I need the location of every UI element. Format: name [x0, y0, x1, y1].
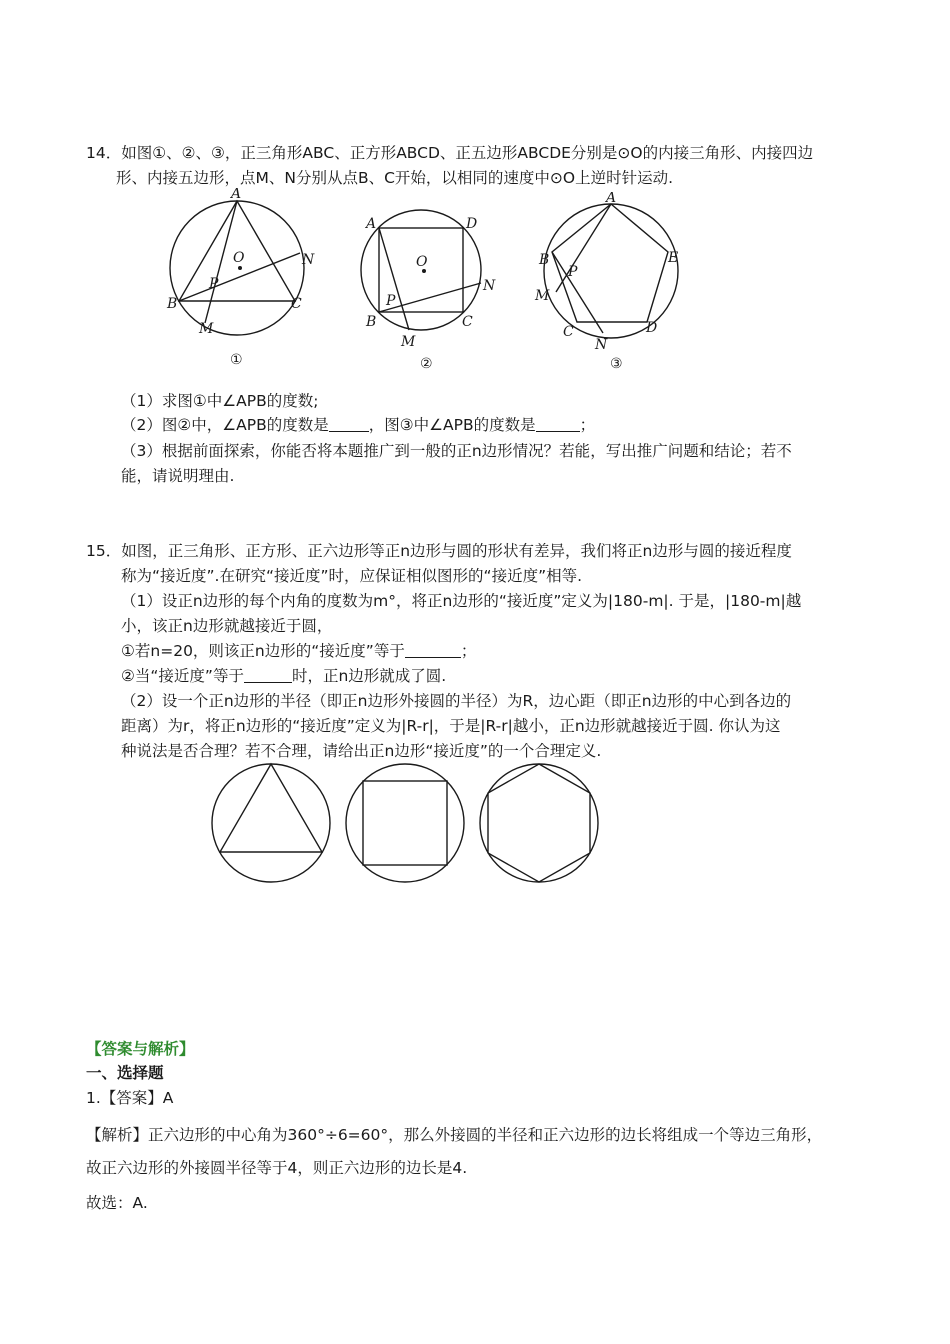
figure-2-square: [358, 208, 508, 373]
figure-1-triangle: [165, 188, 325, 373]
q15-figures: [208, 762, 608, 888]
figure-square: [346, 764, 464, 882]
label-p: P: [568, 264, 578, 280]
label-d: D: [466, 216, 478, 232]
label-p: P: [386, 293, 396, 309]
q14-sub2-part-c: ；: [579, 416, 596, 434]
q15-line2: 称为“接近度”.在研究“接近度”时，应保证相似图形的“接近度”相等.: [121, 567, 583, 585]
answer-1: 1.【答案】A: [86, 1089, 174, 1107]
label-a: A: [231, 188, 242, 202]
q15-line6-part-b: 时，正n边形就成了圆.: [291, 667, 447, 685]
label-m: M: [401, 334, 416, 350]
figure-triangle: [212, 764, 330, 882]
answer-blank[interactable]: [329, 415, 369, 432]
figure-3-pentagon: [533, 192, 683, 373]
analysis-line1: 【解析】正六边形的中心角为360°÷6=60°，那么外接圆的半径和正六边形的边长将组成一个等边三角形，: [86, 1126, 823, 1144]
answer-choice: 故选：A.: [86, 1194, 148, 1212]
label-n: N: [595, 337, 608, 353]
label-a: A: [606, 192, 617, 206]
label-a: A: [366, 216, 377, 232]
q15-line8: 距离）为r，将正n边形的“接近度”定义为|R-r|，于是|R-r|越小，正n边形就越接近于圆. 你认为这: [121, 717, 781, 735]
answer-blank[interactable]: [405, 641, 461, 658]
label-c: C: [291, 296, 302, 312]
label-d: D: [646, 320, 658, 336]
segment-bn: [552, 252, 603, 333]
q15-line6-part-a: ②当“接近度”等于: [121, 667, 244, 685]
label-o: O: [416, 254, 428, 270]
answer-blank[interactable]: [536, 415, 580, 432]
q14-sub3-line1: （3）根据前面探索，你能否将本题推广到一般的正n边形情况？若能，写出推广问题和结论；若不: [121, 442, 792, 460]
label-m: M: [199, 321, 214, 337]
figure-hexagon: [480, 764, 598, 882]
q15-line3: （1）设正n边形的每个内角的度数为m°，将正n边形的“接近度”定义为|180-m|. 于是，|180-m|越: [121, 592, 802, 610]
q15-line5: [121, 640, 476, 662]
label-c: C: [563, 324, 574, 340]
figure-caption: ②: [420, 356, 433, 372]
analysis-line2: 故正六边形的外接圆半径等于4，则正六边形的边长是4.: [86, 1159, 468, 1177]
label-e: E: [668, 250, 679, 266]
q15-line5-part-a: ①若n=20，则该正n边形的“接近度”等于: [121, 642, 405, 660]
label-p: P: [209, 276, 219, 292]
q14-sub3-line2: 能，请说明理由.: [121, 467, 235, 485]
segment-am: [556, 204, 611, 292]
label-b: B: [366, 314, 377, 330]
section-heading: 一、选择题: [86, 1064, 164, 1082]
q14-sub2-part-b: ，图③中∠APB的度数是: [368, 416, 536, 434]
label-b: B: [539, 252, 550, 268]
label-n: N: [302, 252, 315, 268]
q15-line6: [121, 665, 446, 687]
q15-line7: （2）设一个正n边形的半径（即正n边形外接圆的半径）为R，边心距（即正n边形的中心到各边的: [121, 692, 792, 710]
q14-sub2-part-a: （2）图②中，∠APB的度数是: [121, 416, 329, 434]
label-n: N: [483, 278, 496, 294]
circle: [170, 201, 304, 335]
q15-line5-part-b: ；: [460, 642, 477, 660]
label-c: C: [462, 314, 473, 330]
answers-title: 【答案与解析】: [86, 1040, 195, 1058]
q14-line1: 14．如图①、②、③，正三角形ABC、正方形ABCD、正五边形ABCDE分别是⊙O的内接三角形、内接四边: [86, 144, 814, 162]
q15-line1: 15．如图，正三角形、正方形、正六边形等正n边形与圆的形状有差异，我们将正n边形与圆的接近程度: [86, 542, 792, 560]
center-dot: [238, 266, 242, 270]
q14-line2: 形、内接五边形，点M、N分别从点B、C开始，以相同的速度中⊙O上逆时针运动.: [116, 169, 674, 187]
label-o: O: [233, 250, 245, 266]
q14-sub1: （1）求图①中∠APB的度数;: [121, 392, 319, 410]
q15-line9: 种说法是否合理？若不合理，请给出正n边形“接近度”的一个合理定义.: [121, 742, 602, 760]
segment-am: [379, 228, 409, 330]
answer-blank[interactable]: [244, 666, 292, 683]
figure-caption: ①: [230, 352, 243, 368]
figure-caption: ③: [610, 356, 623, 372]
q14-sub2: [121, 414, 595, 436]
q15-line4: 小，该正n边形就越接近于圆，: [121, 617, 333, 635]
label-m: M: [535, 288, 550, 304]
label-b: B: [167, 296, 178, 312]
regular-pentagon: [552, 204, 668, 322]
